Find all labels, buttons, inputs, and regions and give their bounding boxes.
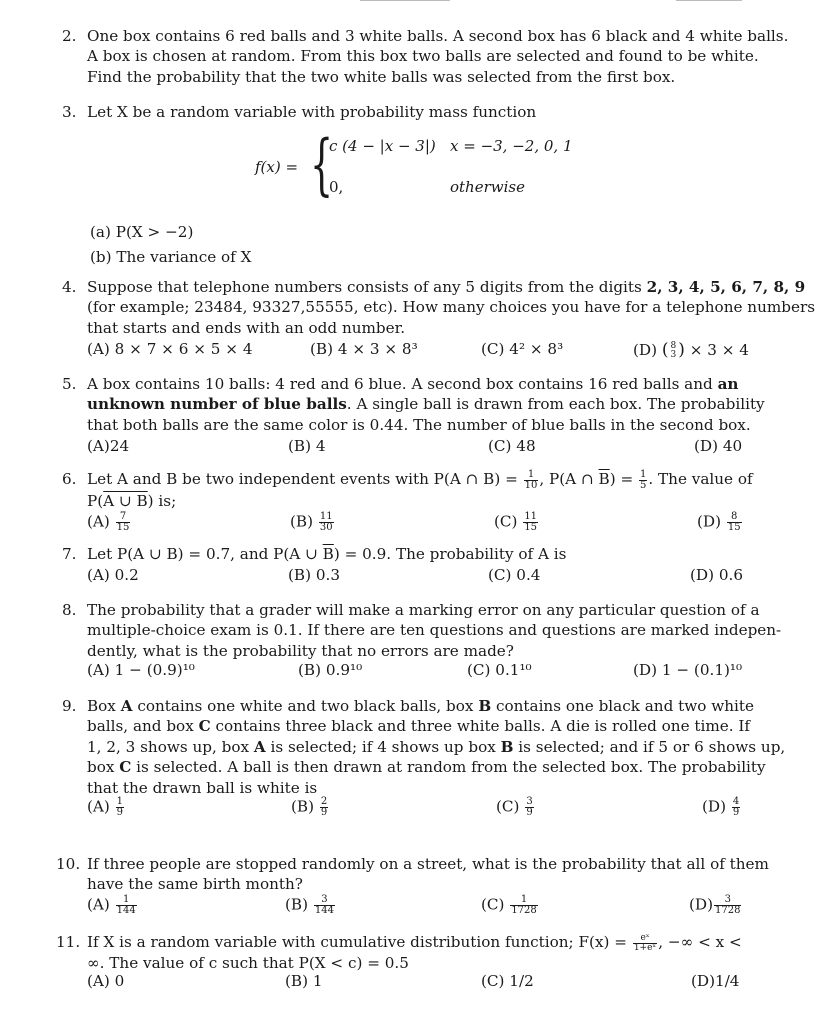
question-text-line: If X is a random variable with cumulative distribution function; F(x) = $\frac{\text{eˣ}}{\text{1+eˣ}}$ , −∞ < x < [87,932,742,953]
option-a: (A) $\frac{1}{9}$ [87,796,124,818]
option-b: (B) 1 [285,972,323,990]
question-3-parts [90,220,251,270]
option-c: (C) 4² × 8³ [481,340,564,358]
option-c: (C) 48 [488,437,536,455]
question-7-options [87,566,746,588]
question-text-line: Find the probability that the two white balls was selected from the first box. [87,67,676,86]
option-a: (A) 8 × 7 × 6 × 5 × 4 [87,340,253,358]
question-number: 8. [62,601,77,619]
option-d: (D) $\frac{3}{1728}$ [689,894,741,916]
function-name: f(x) = [255,158,299,176]
question-text-line: The probability that a grader will make a marking error on any particular question of a [87,601,760,619]
question-number: 10. [56,855,81,873]
case-2-condition: otherwise [450,178,525,196]
question-number: 9. [62,697,77,715]
option-d: (D)1/4 [691,972,740,990]
top-rule-left [360,0,450,1]
option-d: (D) ( 8 3 ) × 3 × 4 [633,340,749,360]
option-d: (D) 0.6 [690,566,744,584]
question-text-line: A box is chosen at random. From this box two balls are selected and found to be white. [87,47,759,66]
question-2 [62,26,789,88]
question-4-options [87,340,749,362]
option-c: (C) $\frac{3}{9}$ [496,796,533,818]
question-9-options [87,797,746,819]
option-d: (D) 1 − (0.1)¹⁰ [633,661,743,679]
question-text-line: (for example; 23484, 93327,55555, etc). How many choices you have for a telephone numbers [87,298,815,317]
option-a: (A) 1 − (0.9)¹⁰ [87,661,195,679]
question-text-line: that starts and ends with an odd number. [87,318,406,337]
question-number: 5. [62,375,77,393]
question-4 [62,277,815,339]
question-6 [62,468,753,513]
case-1-expression: c (4 − |x − 3|) [329,137,436,155]
case-2-expression: 0, [329,178,344,196]
option-c: (C) 1/2 [481,972,534,990]
option-c: (C) $\frac{1}{1728}$ [481,894,537,916]
question-5-options [87,437,746,459]
question-text-line: that the drawn ball is white is [87,778,318,797]
option-b: (B) $\frac{3}{144}$ [285,894,334,916]
question-8-options [87,661,746,683]
option-a: (A) 0.2 [87,566,139,584]
question-text-line: balls, and box C contains three black and three white balls. A die is rolled one time. If [87,717,751,736]
option-d: (D) $\frac{8}{15}$ [697,511,741,533]
question-text-line: box C is selected. A ball is then drawn at random from the selected box. The probability [87,758,766,777]
question-9 [62,696,786,800]
question-11-options [87,972,746,994]
question-text-line: Let X be a random variable with probability mass function [87,103,537,121]
question-text-line: P(A ∪ B) is; [87,491,177,510]
option-b: (B) 0.3 [288,566,340,584]
option-d: (D) 40 [694,437,743,455]
option-a: (A) $\frac{7}{15}$ [87,511,130,533]
part-a: (a) P(X > −2) [90,223,194,241]
question-text-line: that both balls are the same color is 0.44. The number of blue balls in the second box. [87,415,751,434]
question-number: 2. [62,27,77,45]
option-b: (B) $\frac{11}{30}$ [290,511,333,533]
option-b: (B) 0.9¹⁰ [298,661,363,679]
question-text-line: unknown number of blue balls. A single ball is drawn from each box. The probability [87,395,765,414]
question-number: 6. [62,470,77,488]
option-c: (C) 0.4 [488,566,541,584]
option-d: (D) $\frac{4}{9}$ [702,796,740,818]
option-c: (C) $\frac{11}{15}$ [494,511,538,533]
option-b: (B) 4 × 3 × 8³ [310,340,418,358]
piecewise-function [255,126,585,203]
question-text-line: multiple-choice exam is 0.1. If there are ten questions and questions are marked indepen- [87,621,782,640]
question-text-line: If three people are stopped randomly on a street, what is the probability that all of them [87,855,769,873]
question-text-line: A box contains 10 balls: 4 red and 6 blue. A second box contains 16 red balls and an [87,375,739,393]
question-10 [56,854,769,898]
question-text-line: 1, 2, 3 shows up, box A is selected; if 4 shows up box B is selected; and if 5 or 6 shows up, [87,737,786,756]
option-c: (C) 0.1¹⁰ [467,661,532,679]
question-number: 7. [62,545,77,563]
top-rule-right [676,0,742,1]
question-text-line: Let P(A ∪ B) = 0.7, and P(A ∪ $\overline{B}) = 0.9$. The probability of A is [87,545,567,563]
question-7 [62,544,746,566]
case-1-condition: x = −3, −2, 0, 1 [450,137,573,155]
part-b: (b) The variance of X [90,248,252,266]
question-8 [62,600,782,662]
question-11 [56,932,746,976]
question-number: 4. [62,278,77,296]
question-number: 3. [62,103,77,121]
question-number: 11. [56,933,81,951]
left-brace: { [310,126,334,203]
option-a: (A) $\frac{1}{144}$ [87,894,136,916]
question-text-line: dently, what is the probability that no errors are made? [87,641,514,660]
option-b: (B) $\frac{2}{9}$ [291,796,328,818]
question-3 [62,102,746,124]
question-text-line: Let A and B be two independent events with P(A ∩ B) = $\frac{1}{10}$ , P(A ∩ $\overline{B}$) = $\frac{1}{5}$ . The value of [87,468,753,491]
question-text-line: One box contains 6 red balls and 3 white balls. A second box has 6 black and 4 white balls. [87,27,789,45]
option-b: (B) 4 [288,437,326,455]
option-a: (A) 0 [87,972,125,990]
question-text-line: Box A contains one white and two black balls, box B contains one black and two white [87,697,754,715]
question-text-line: Suppose that telephone numbers consists of any 5 digits from the digits 2, 3, 4, 5, 6, 7, 8, 9 [87,278,806,296]
question-5 [62,374,765,436]
question-text-line: ∞. The value of c such that P(X < c) = 0.5 [87,953,409,972]
question-10-options [87,895,746,917]
question-6-options [87,512,746,534]
question-text-line: have the same birth month? [87,875,303,894]
option-a: (A)24 [87,437,130,455]
